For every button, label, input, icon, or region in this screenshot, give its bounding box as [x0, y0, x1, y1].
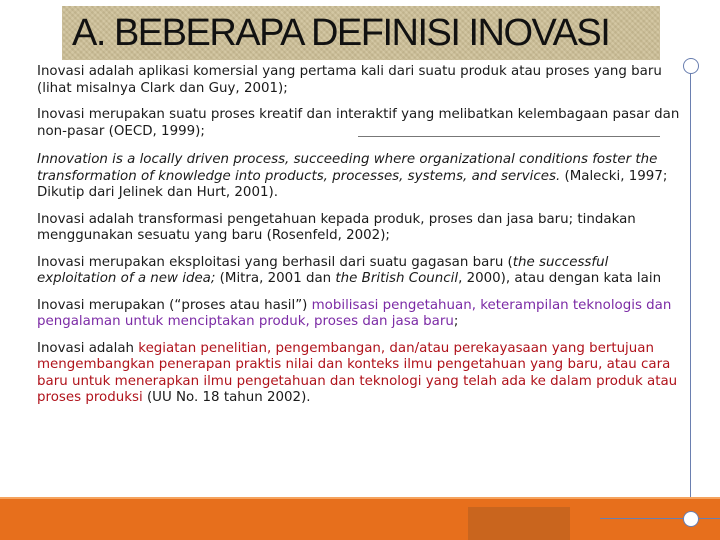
- definition-5-part2: (Mitra, 2001 dan: [215, 271, 336, 286]
- footer-tab: [468, 507, 570, 540]
- definition-6-part2: ;: [453, 314, 459, 329]
- slide-content: [37, 64, 682, 417]
- definition-7-part2: (UU No. 18 tahun 2002).: [142, 390, 311, 405]
- decor-vertical-line: [690, 58, 691, 540]
- definition-7: [37, 341, 682, 407]
- definition-4: Inovasi adalah transformasi pengetahuan kepada produk, proses dan jasa baru; tindakan menggunakan sesuatu yang baru (Rosenfeld, 2002);: [37, 211, 636, 243]
- definition-6-highlight: mobilisasi pengetahuan, keterampilan teknologis dan pengalaman untuk menciptakan produk, proses dan jasa baru: [37, 297, 672, 329]
- definition-7-highlight: kegiatan penelitian, pengembangan, dan/atau perekayasaan yang bertujuan mengembangkan penerapan praktis nilai dan konteks ilmu pengetahuan yang baru, atau cara baru untuk menerapkan ilmu pengetahuan dan teknologi yang telah ada ke dalam produk atau proses produksi: [37, 340, 678, 405]
- slide-title: A. BEBERAPA DEFINISI INOVASI: [72, 12, 610, 54]
- definition-2: Inovasi merupakan suatu proses kreatif dan interaktif yang melibatkan kelembagaan pasar dan non-pasar (OECD, 1999);: [37, 107, 680, 139]
- decor-circle-top: [683, 58, 699, 74]
- divider-line: [358, 136, 660, 137]
- definition-6: [37, 298, 682, 331]
- definition-5-italic2: the British Council: [335, 271, 459, 286]
- definition-1: Inovasi adalah aplikasi komersial yang pertama kali dari suatu produk atau proses yang baru (lihat misalnya Clark dan Guy, 2001);: [37, 64, 662, 96]
- footer-highlight-line: [0, 497, 720, 499]
- definition-7-part1: Inovasi adalah: [37, 340, 139, 356]
- decor-circle-bottom: [683, 511, 699, 527]
- decor-horizontal-line: [600, 518, 720, 519]
- definition-5-part3: , 2000), atau dengan kata lain: [458, 271, 662, 286]
- definition-5: [37, 255, 682, 288]
- definition-3-citation: (Malecki, 1997; Dikutip dari Jelinek dan Hurt, 2001).: [37, 168, 668, 200]
- definition-5-italic1: the successful exploitation of a new idea;: [37, 254, 609, 286]
- definition-6-part1: Inovasi merupakan (“proses atau hasil”): [37, 297, 312, 313]
- definition-3: [37, 152, 682, 202]
- definition-3-italic: Innovation is a locally driven process, succeeding where organizational conditions foster the transformation of knowledge into products, processes, systems, and services.: [37, 152, 658, 184]
- definition-5-part1: Inovasi merupakan eksploitasi yang berhasil dari suatu gagasan baru (: [37, 254, 513, 270]
